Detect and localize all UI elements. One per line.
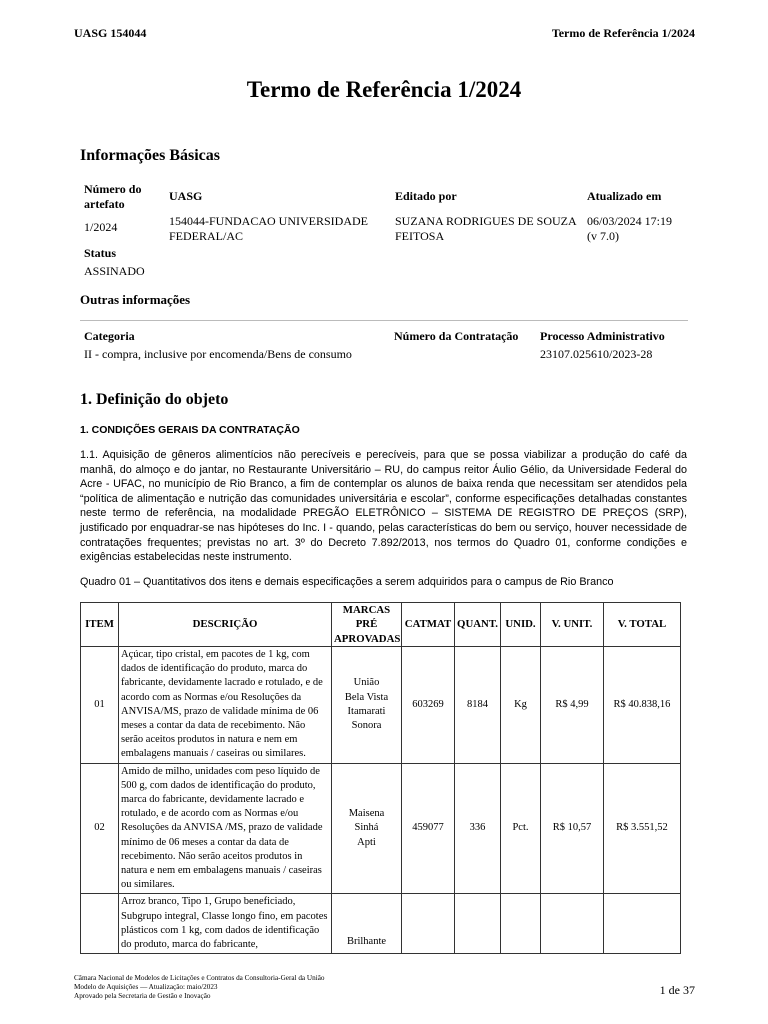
- cell-item: 01: [81, 647, 119, 764]
- cell-marcas: [332, 894, 402, 954]
- label-numero-contratacao: Número da Contratação: [394, 329, 519, 343]
- table-row: [81, 894, 681, 954]
- document-title: Termo de Referência 1/2024: [246, 77, 522, 102]
- cell-vtotal: [604, 894, 681, 954]
- label-categoria: Categoria: [84, 329, 135, 343]
- marca: Maisena: [348, 808, 385, 820]
- value-status: ASSINADO: [84, 264, 145, 278]
- label-uasg: UASG: [169, 189, 203, 203]
- label-atualizado-em: Atualizado em: [587, 189, 662, 203]
- marca: Sonora: [351, 720, 382, 732]
- table-caption: Quadro 01 – Quantitativos dos itens e demais especificações a serem adquiridos para o campus de Rio Branco: [80, 576, 614, 588]
- th-quant: QUANT.: [455, 603, 501, 647]
- section-basic-info-title: Informações Básicas: [80, 147, 220, 164]
- label-numero-artefato: Número do artefato: [84, 182, 142, 211]
- value-categoria: II - compra, inclusive por encomenda/Bens de consumo: [84, 347, 352, 361]
- cell-catmat: [402, 894, 455, 954]
- label-status: Status: [84, 246, 117, 260]
- cell-quant: 336: [455, 763, 501, 894]
- marca: Brilhante: [346, 936, 387, 948]
- th-unid: UNID.: [501, 603, 541, 647]
- th-catmat: CATMAT: [402, 603, 455, 647]
- marca: Apti: [357, 836, 376, 848]
- items-table: [80, 602, 681, 954]
- section-1-paragraph: 1.1. Aquisição de gêneros alimentícios não perecíveis e perecíveis, para que se possa viabilizar a produção do café da manhã, do almoço e do jantar, no Restaurante Universitário – RU, do campus reitor Áulio Gélio, da Universidade Federal do Acre - UFAC, no município de Rio Branco, a fim de contemplar os alunos de baixa renda que necessitam ser atendidos pela “política de alimentação e nutrição das comunidades universitária e escolar”, conforme especificações detalhadas constantes neste termo de referência, na modalidade PREGÃO ELETRÔNICO – SISTEMA DE REGISTRO DE PREÇOS (SRP), justificado por enquadrar-se nas hipóteses do Inc. I - quando, pelas características do bem ou serviço, houver necessidade de contratações frequentes; previstas no art. 3º do Decreto 7.892/2013, nos termos do Quadro 01, conforme condições e exigências estabelecidas neste instrumento.: [80, 449, 687, 564]
- value-uasg: 154044-FUNDACAO UNIVERSIDADE FEDERAL/AC: [169, 214, 368, 243]
- cell-descricao: Amido de milho, unidades com peso líquido de 500 g, com dados de identificação do produto, marca do fabricante, devidamente lacrado e rotulado, e de acordo com as Normas e/ou Resoluções da ANVISA /MS, prazo de validade mínimo de 06 meses a contar da data de recebimento. Não serão aceitos produtos in natura e nem em embalagens manuais / caseiras ou similares.: [119, 763, 332, 894]
- cell-quant: [455, 894, 501, 954]
- cell-item: [81, 894, 119, 954]
- cell-item: 02: [81, 763, 119, 894]
- footer-line: Aprovado pela Secretaria de Gestão e Inovação: [74, 992, 211, 1000]
- marca: Sinhá: [354, 822, 379, 834]
- table-header-row: [81, 603, 681, 647]
- page-number: 1 de 37: [659, 983, 695, 997]
- cell-catmat: 603269: [402, 647, 455, 764]
- cell-vtotal: R$ 40.838,16: [604, 647, 681, 764]
- value-processo-administrativo: 23107.025610/2023-28: [540, 347, 653, 361]
- cell-vunit: R$ 4,99: [541, 647, 604, 764]
- cell-quant: 8184: [455, 647, 501, 764]
- th-vtotal: V. TOTAL: [604, 603, 681, 647]
- cell-vunit: R$ 10,57: [541, 763, 604, 894]
- header-doc-ref: Termo de Referência 1/2024: [551, 26, 695, 40]
- table-row: [81, 647, 681, 764]
- marca: União: [353, 677, 380, 689]
- value-editado-por: SUZANA RODRIGUES DE SOUZA FEITOSA: [395, 214, 577, 243]
- header-uasg: UASG 154044: [74, 26, 147, 40]
- th-descricao: DESCRIÇÃO: [119, 603, 332, 647]
- cell-vunit: [541, 894, 604, 954]
- th-marcas-line1: MARCAS: [342, 604, 391, 617]
- footer-line: Modelo de Aquisições — Atualização: maio/2023: [74, 983, 218, 991]
- footer-credits: [74, 974, 324, 1001]
- marca: Bela Vista: [344, 691, 389, 703]
- label-processo-administrativo: Processo Administrativo: [540, 329, 665, 343]
- footer-line: Câmara Nacional de Modelos de Licitações e Contratos da Consultoria-Geral da União: [74, 974, 325, 982]
- cell-descricao: Arroz branco, Tipo 1, Grupo beneficiado, Subgrupo integral, Classe longo fino, em pacotes plásticos com 1 kg, com dados de identificação do produto, marca do fabricante,: [119, 894, 332, 954]
- value-atualizado-em: 06/03/2024 17:19 (v 7.0): [587, 214, 673, 243]
- cell-unid: Pct.: [501, 763, 541, 894]
- th-marcas: [332, 603, 402, 647]
- cell-unid: Kg: [501, 647, 541, 764]
- other-info-title: Outras informações: [80, 292, 191, 307]
- cell-descricao: Açúcar, tipo cristal, em pacotes de 1 kg, com dados de identificação do produto, marca do fabricante, devidamente lacrado e rotulado, e de acordo com as Normas e/ou Resoluções da ANVISA/MS, prazo de validade mínima de 06 meses a contar da data de recebimento. Não serão aceitos produtos in natura e nem em embalagens manuais / caseiras ou similares.: [119, 647, 332, 764]
- th-marcas-line3: APROVADAS: [334, 632, 401, 645]
- th-vunit: V. UNIT.: [541, 603, 604, 647]
- marca: Itamarati: [347, 705, 386, 717]
- label-editado-por: Editado por: [395, 189, 457, 203]
- section-1-title: 1. Definição do objeto: [80, 391, 229, 408]
- cell-unid: [501, 894, 541, 954]
- value-numero-artefato: 1/2024: [84, 220, 118, 234]
- table-row: [81, 763, 681, 894]
- cell-vtotal: R$ 3.551,52: [604, 763, 681, 894]
- section-1-subheading: 1. CONDIÇÕES GERAIS DA CONTRATAÇÃO: [80, 424, 300, 436]
- th-marcas-line2: PRÉ: [355, 618, 378, 631]
- th-item: ITEM: [81, 603, 119, 647]
- cell-marcas: [332, 763, 402, 894]
- cell-marcas: [332, 647, 402, 764]
- cell-catmat: 459077: [402, 763, 455, 894]
